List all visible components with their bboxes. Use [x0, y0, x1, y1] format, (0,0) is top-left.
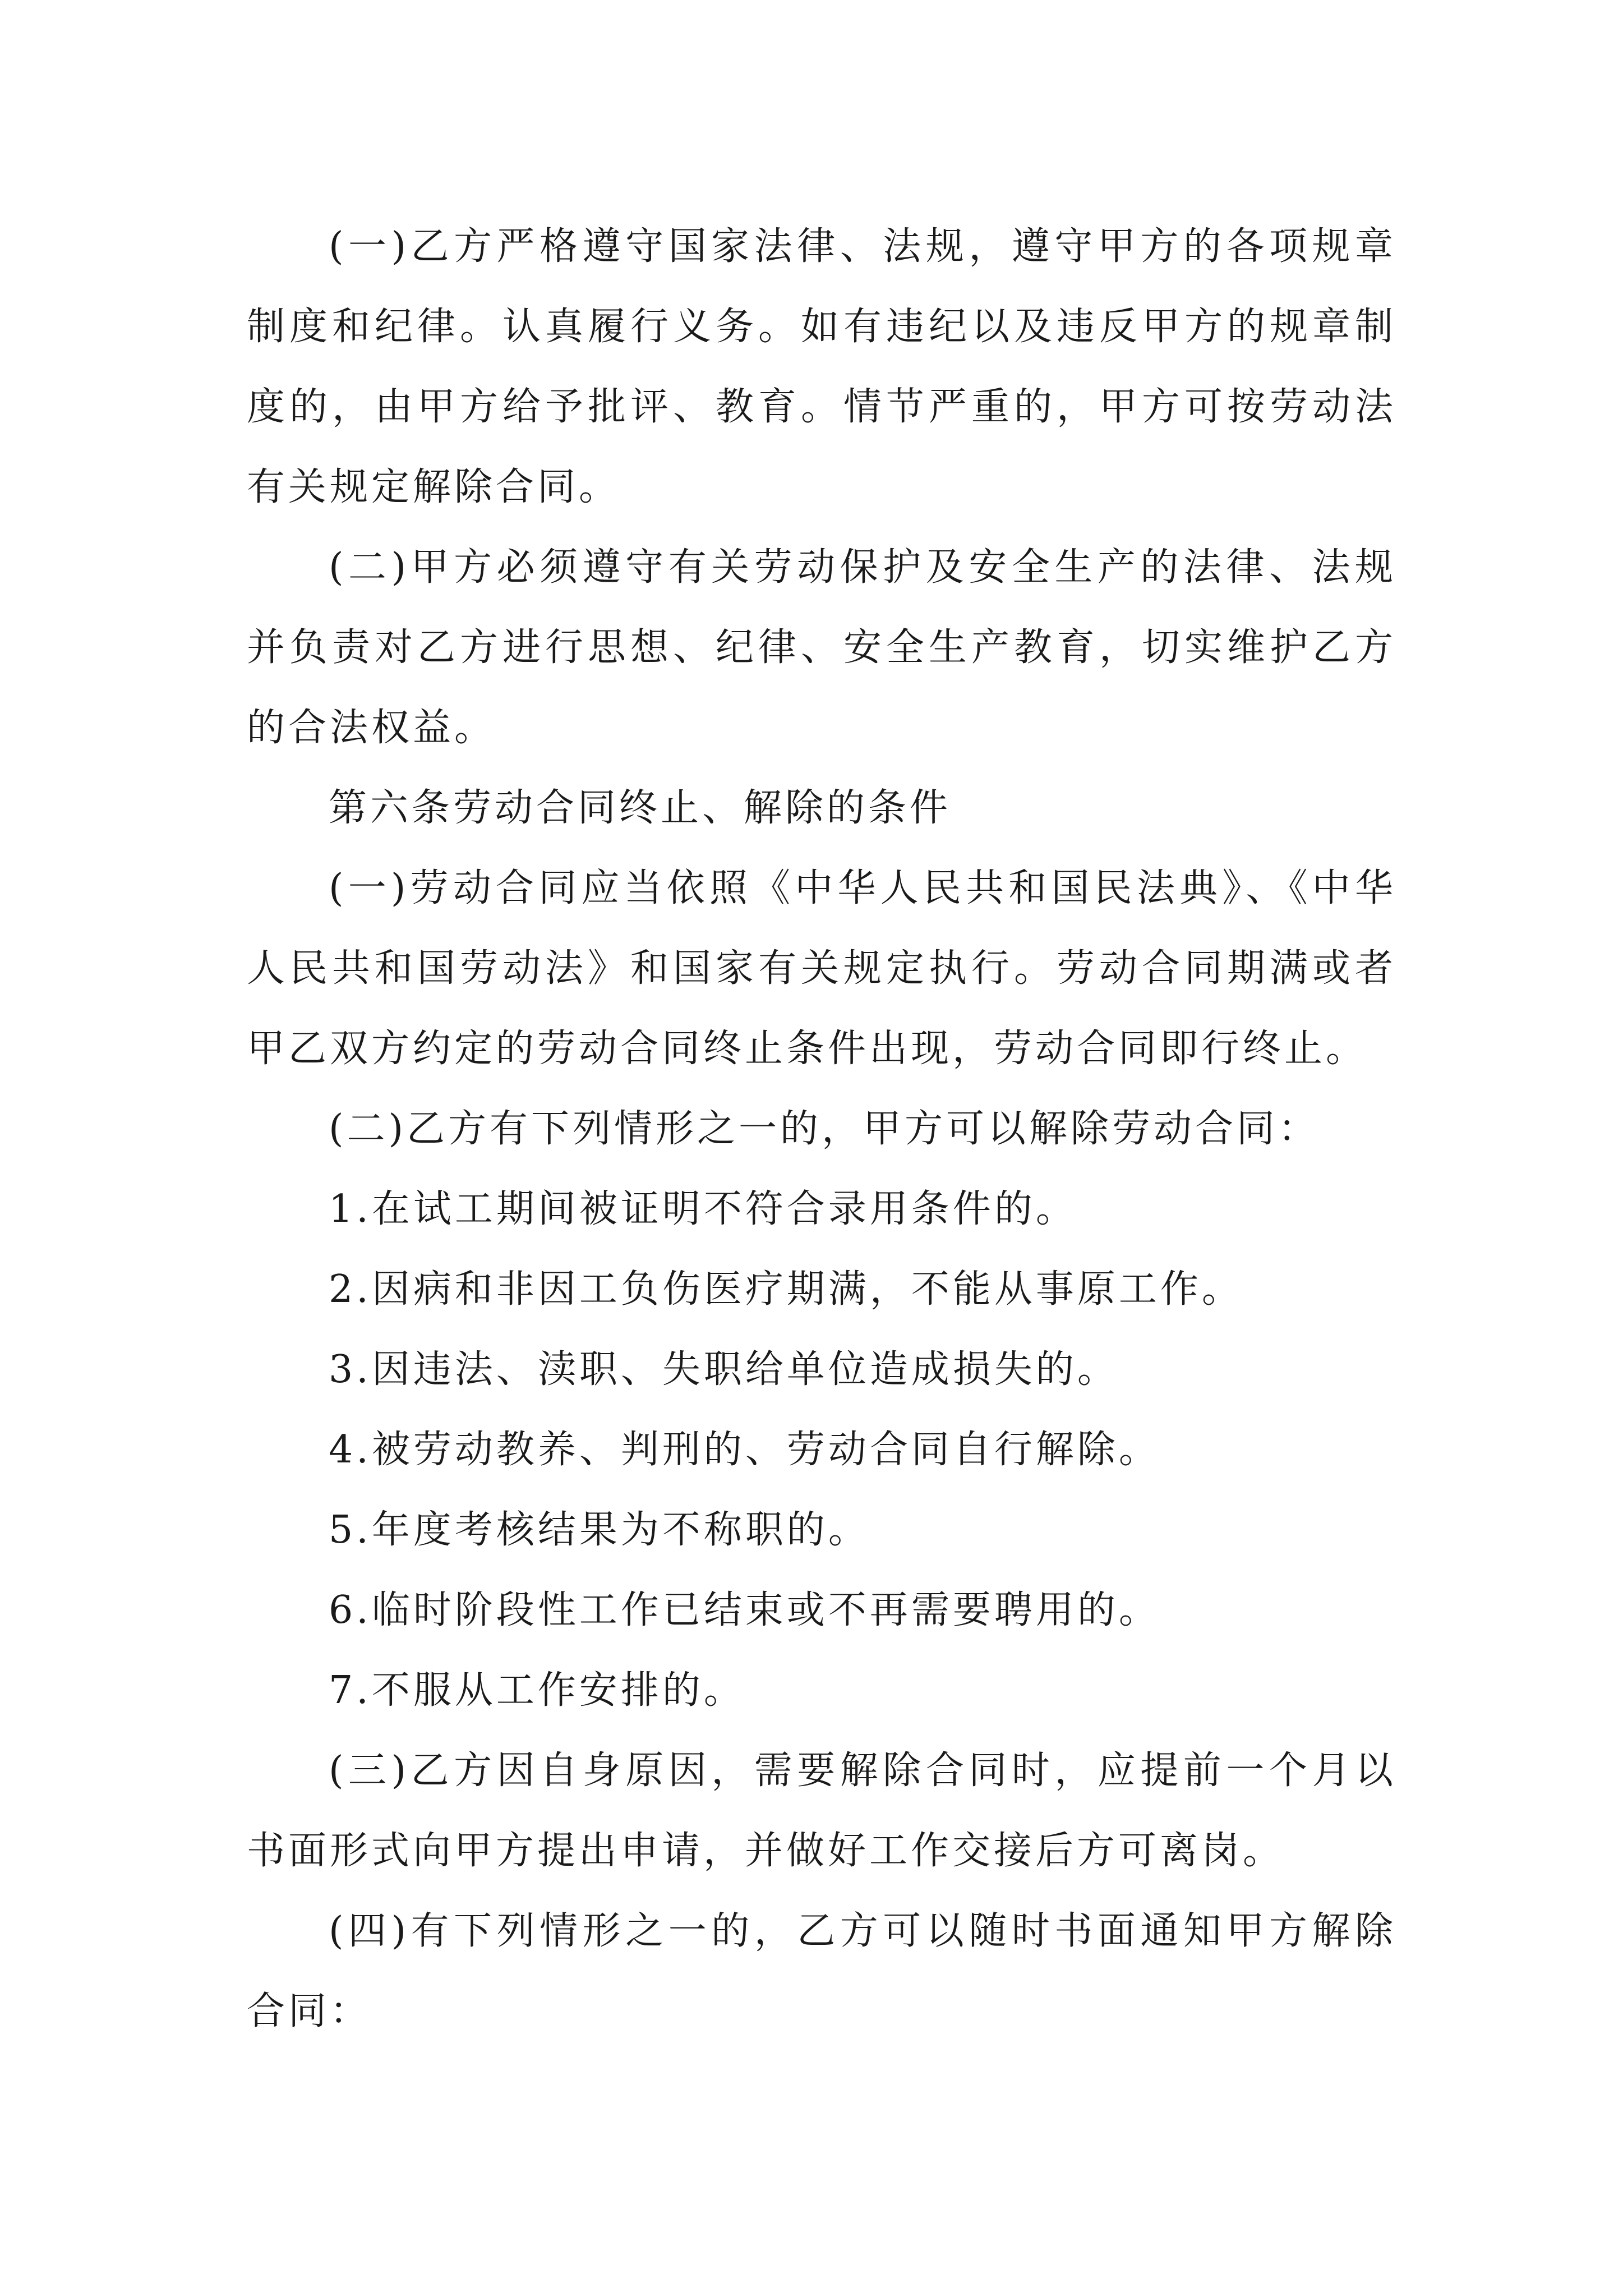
list-item: 3.因违法、渎职、失职给单位造成损失的。: [329, 1347, 1119, 1392]
list-item: 2.因病和非因工负伤医疗期满，不能从事原工作。: [329, 1267, 1243, 1312]
list-item: 1.在试工期间被证明不符合录用条件的。: [329, 1187, 1077, 1231]
list-item: 5.年度考核结果为不称职的。: [329, 1508, 870, 1552]
list-item: 6.临时阶段性工作已结束或不再需要聘用的。: [329, 1588, 1160, 1632]
paragraph-compliance-obligations: (一)乙方严格遵守国家法律、法规，遵守甲方的各项规章制度和纪律。认真履行义务。如有违纪以及违反甲方的规章制度的，由甲方给予批评、教育。情节严重的，甲方可按劳动法有关规定解除合同。: [247, 224, 1396, 509]
article-6-heading: 第六条劳动合同终止、解除的条件: [329, 786, 952, 830]
list-item: 7.不服从工作安排的。: [329, 1668, 745, 1713]
paragraph-employee-resignation: (三)乙方因自身原因，需要解除合同时，应提前一个月以书面形式向甲方提出申请，并做好工作交接后方可离岗。: [247, 1749, 1396, 1873]
paragraph-employer-safety-duties: (二)甲方必须遵守有关劳动保护及安全生产的法律、法规并负责对乙方进行思想、纪律、安全生产教育，切实维护乙方的合法权益。: [247, 545, 1396, 750]
list-item: 4.被劳动教养、判刑的、劳动合同自行解除。: [329, 1428, 1160, 1472]
paragraph-dismissal-conditions-intro: (二)乙方有下列情形之一的，甲方可以解除劳动合同：: [329, 1107, 1320, 1151]
paragraph-employee-termination-rights: (四)有下列情形之一的，乙方可以随时书面通知甲方解除合同：: [247, 1909, 1396, 2033]
document-body: [247, 206, 1396, 2051]
paragraph-contract-termination-basis: (一)劳动合同应当依照《中华人民共和国民法典》、《中华人民共和国劳动法》和国家有关规定执行。劳动合同期满或者甲乙双方约定的劳动合同终止条件出现，劳动合同即行终止。: [247, 866, 1396, 1071]
